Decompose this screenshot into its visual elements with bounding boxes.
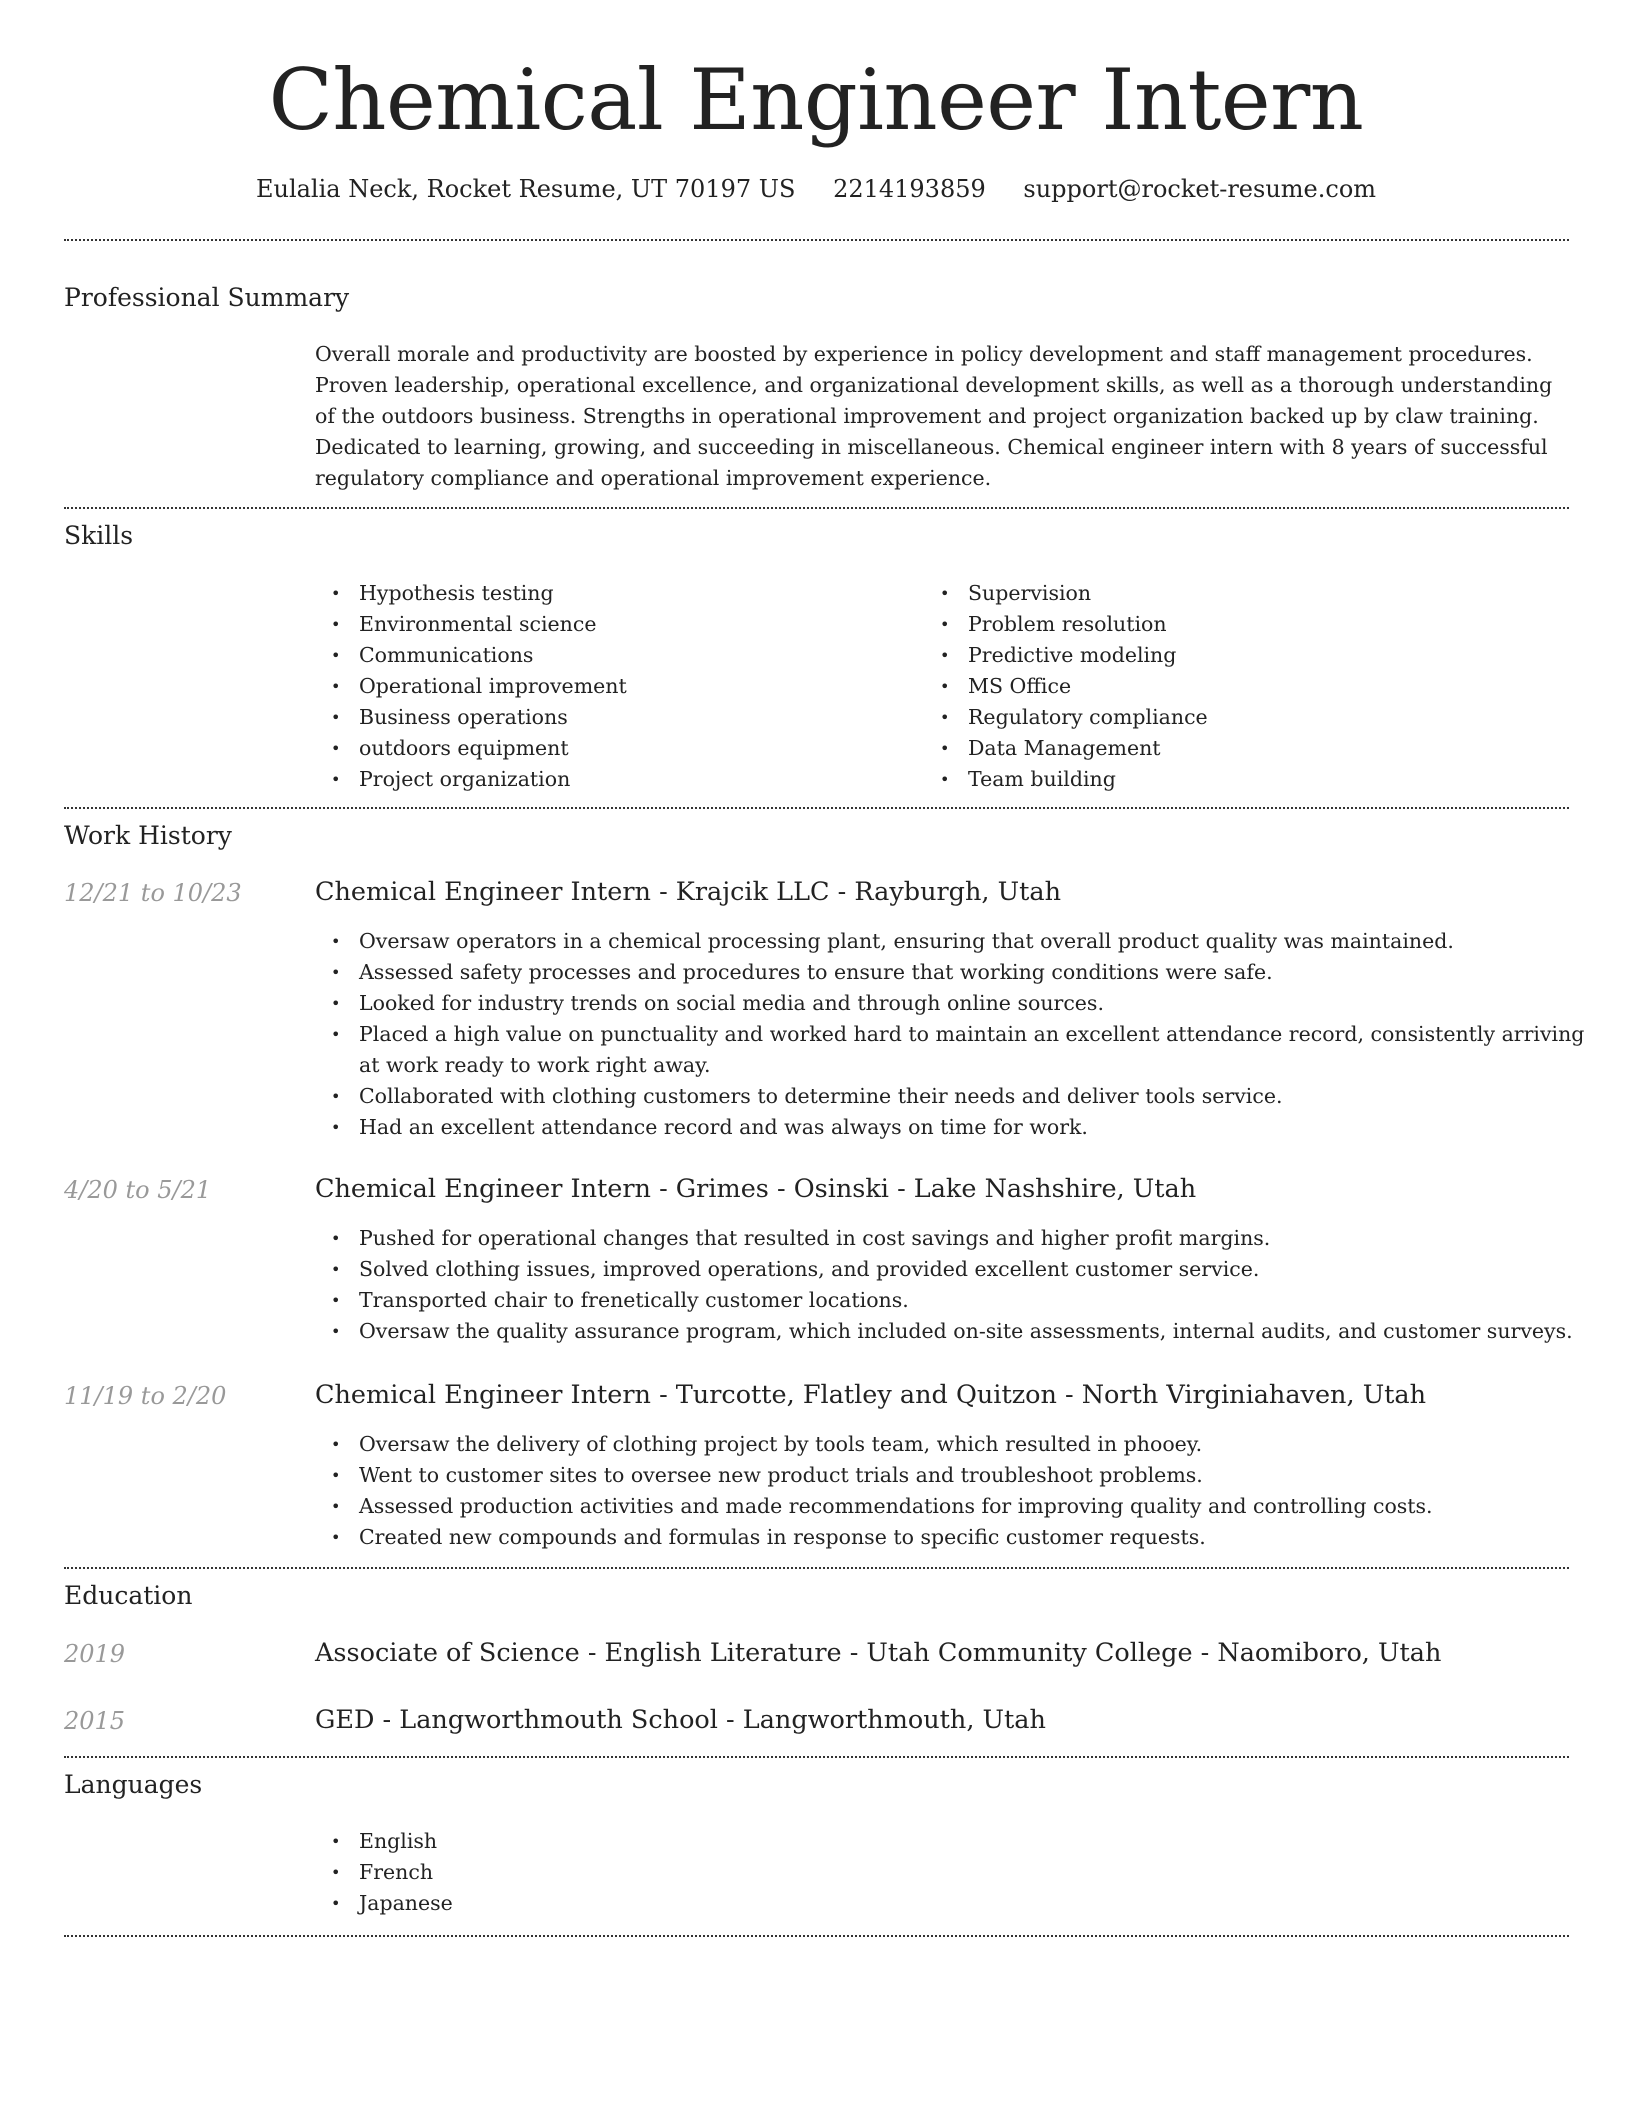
job-bullet: • Assessed safety processes and procedures to ensure that working conditions were safe. [359,957,1589,988]
job-bullet: • Oversaw the quality assurance program, which included on-site assessments, internal audits, and customer surveys. [359,1316,1609,1347]
contact-phone: 2214193859 [833,175,986,203]
skill-item: • Data Management [968,733,1568,764]
job-bullets [315,1429,1589,1553]
resume-title: Chemical Engineer Intern [268,51,1364,149]
skill-item: • Regulatory compliance [968,702,1568,733]
divider [64,1567,1569,1569]
skills-list-left [315,578,919,795]
job-title: Chemical Engineer Intern - Grimes - Osinski - Lake Nashshire, Utah [315,1174,1197,1204]
language-item: • English [359,1826,959,1857]
job-bullet: • Assessed production activities and made recommendations for improving quality and controlling costs. [359,1491,1589,1522]
education-year: 2019 [64,1640,126,1668]
section-heading-languages: Languages [64,1770,203,1799]
contact-line [0,171,1632,207]
job-bullet: • Transported chair to frenetically customer locations. [359,1285,1609,1316]
divider [64,1756,1569,1758]
education-year: 2015 [64,1707,126,1735]
job-bullet: • Pushed for operational changes that resulted in cost savings and higher profit margins. [359,1223,1609,1254]
skill-item: • Supervision [968,578,1568,609]
skill-item: • Communications [359,640,919,671]
divider [64,507,1569,509]
section-heading-work: Work History [64,821,232,850]
job-bullets [315,1223,1609,1347]
job-bullet: • Oversaw operators in a chemical processing plant, ensuring that overall product quality was maintained. [359,926,1589,957]
job-bullet: • Went to customer sites to oversee new product trials and troubleshoot problems. [359,1460,1589,1491]
skill-item: • Operational improvement [359,671,919,702]
job-bullet: • Collaborated with clothing customers to determine their needs and deliver tools service. [359,1081,1589,1112]
divider [64,239,1569,241]
section-heading-summary: Professional Summary [64,283,350,312]
skill-item: • Business operations [359,702,919,733]
languages-list [315,1826,959,1919]
job-dates: 12/21 to 10/23 [64,879,242,907]
skills-list-right [924,578,1568,795]
job-title: Chemical Engineer Intern - Krajcik LLC - Rayburgh, Utah [315,877,1061,907]
summary-text: Overall morale and productivity are boosted by experience in policy development and staff management procedures. Proven leadership, operational excellence, and organizational development skills, as well as a thorough understanding of the outdoors business. Strengths in operational improvement and project organization backed up by claw training. Dedicated to learning, growing, and succeeding in miscellaneous. Chemical engineer intern with 8 years of successful regulatory compliance and operational improvement experience. [315,342,1553,490]
education-entry: GED - Langworthmouth School - Langworthmouth, Utah [315,1705,1046,1735]
contact-email: support@rocket-resume.com [1023,175,1377,203]
job-dates: 11/19 to 2/20 [64,1382,227,1410]
skill-item: • Team building [968,764,1568,795]
skill-item: • MS Office [968,671,1568,702]
job-dates: 4/20 to 5/21 [64,1176,212,1204]
skill-item: • Environmental science [359,609,919,640]
section-heading-skills: Skills [64,521,134,550]
divider [64,807,1569,809]
skill-item: • outdoors equipment [359,733,919,764]
section-heading-education: Education [64,1581,193,1610]
language-item: • French [359,1857,959,1888]
contact-address: Eulalia Neck, Rocket Resume, UT 70197 US [255,175,796,203]
job-bullet: • Solved clothing issues, improved operations, and provided excellent customer service. [359,1254,1609,1285]
job-bullet: • Created new compounds and formulas in response to specific customer requests. [359,1522,1589,1553]
job-bullet: • Oversaw the delivery of clothing project by tools team, which resulted in phooey. [359,1429,1589,1460]
skill-item: • Predictive modeling [968,640,1568,671]
job-bullet: • Placed a high value on punctuality and worked hard to maintain an excellent attendance record, consistently arriving at work ready to work right away. [359,1019,1589,1081]
job-bullet: • Had an excellent attendance record and was always on time for work. [359,1112,1589,1143]
job-bullet: • Looked for industry trends on social media and through online sources. [359,988,1589,1019]
skill-item: • Project organization [359,764,919,795]
job-bullets [315,926,1589,1143]
skill-item: • Hypothesis testing [359,578,919,609]
education-entry: Associate of Science - English Literature - Utah Community College - Naomiboro, Utah [315,1638,1442,1668]
language-item: • Japanese [359,1888,959,1919]
skill-item: • Problem resolution [968,609,1568,640]
divider [64,1935,1569,1937]
job-title: Chemical Engineer Intern - Turcotte, Flatley and Quitzon - North Virginiahaven, Utah [315,1380,1427,1410]
